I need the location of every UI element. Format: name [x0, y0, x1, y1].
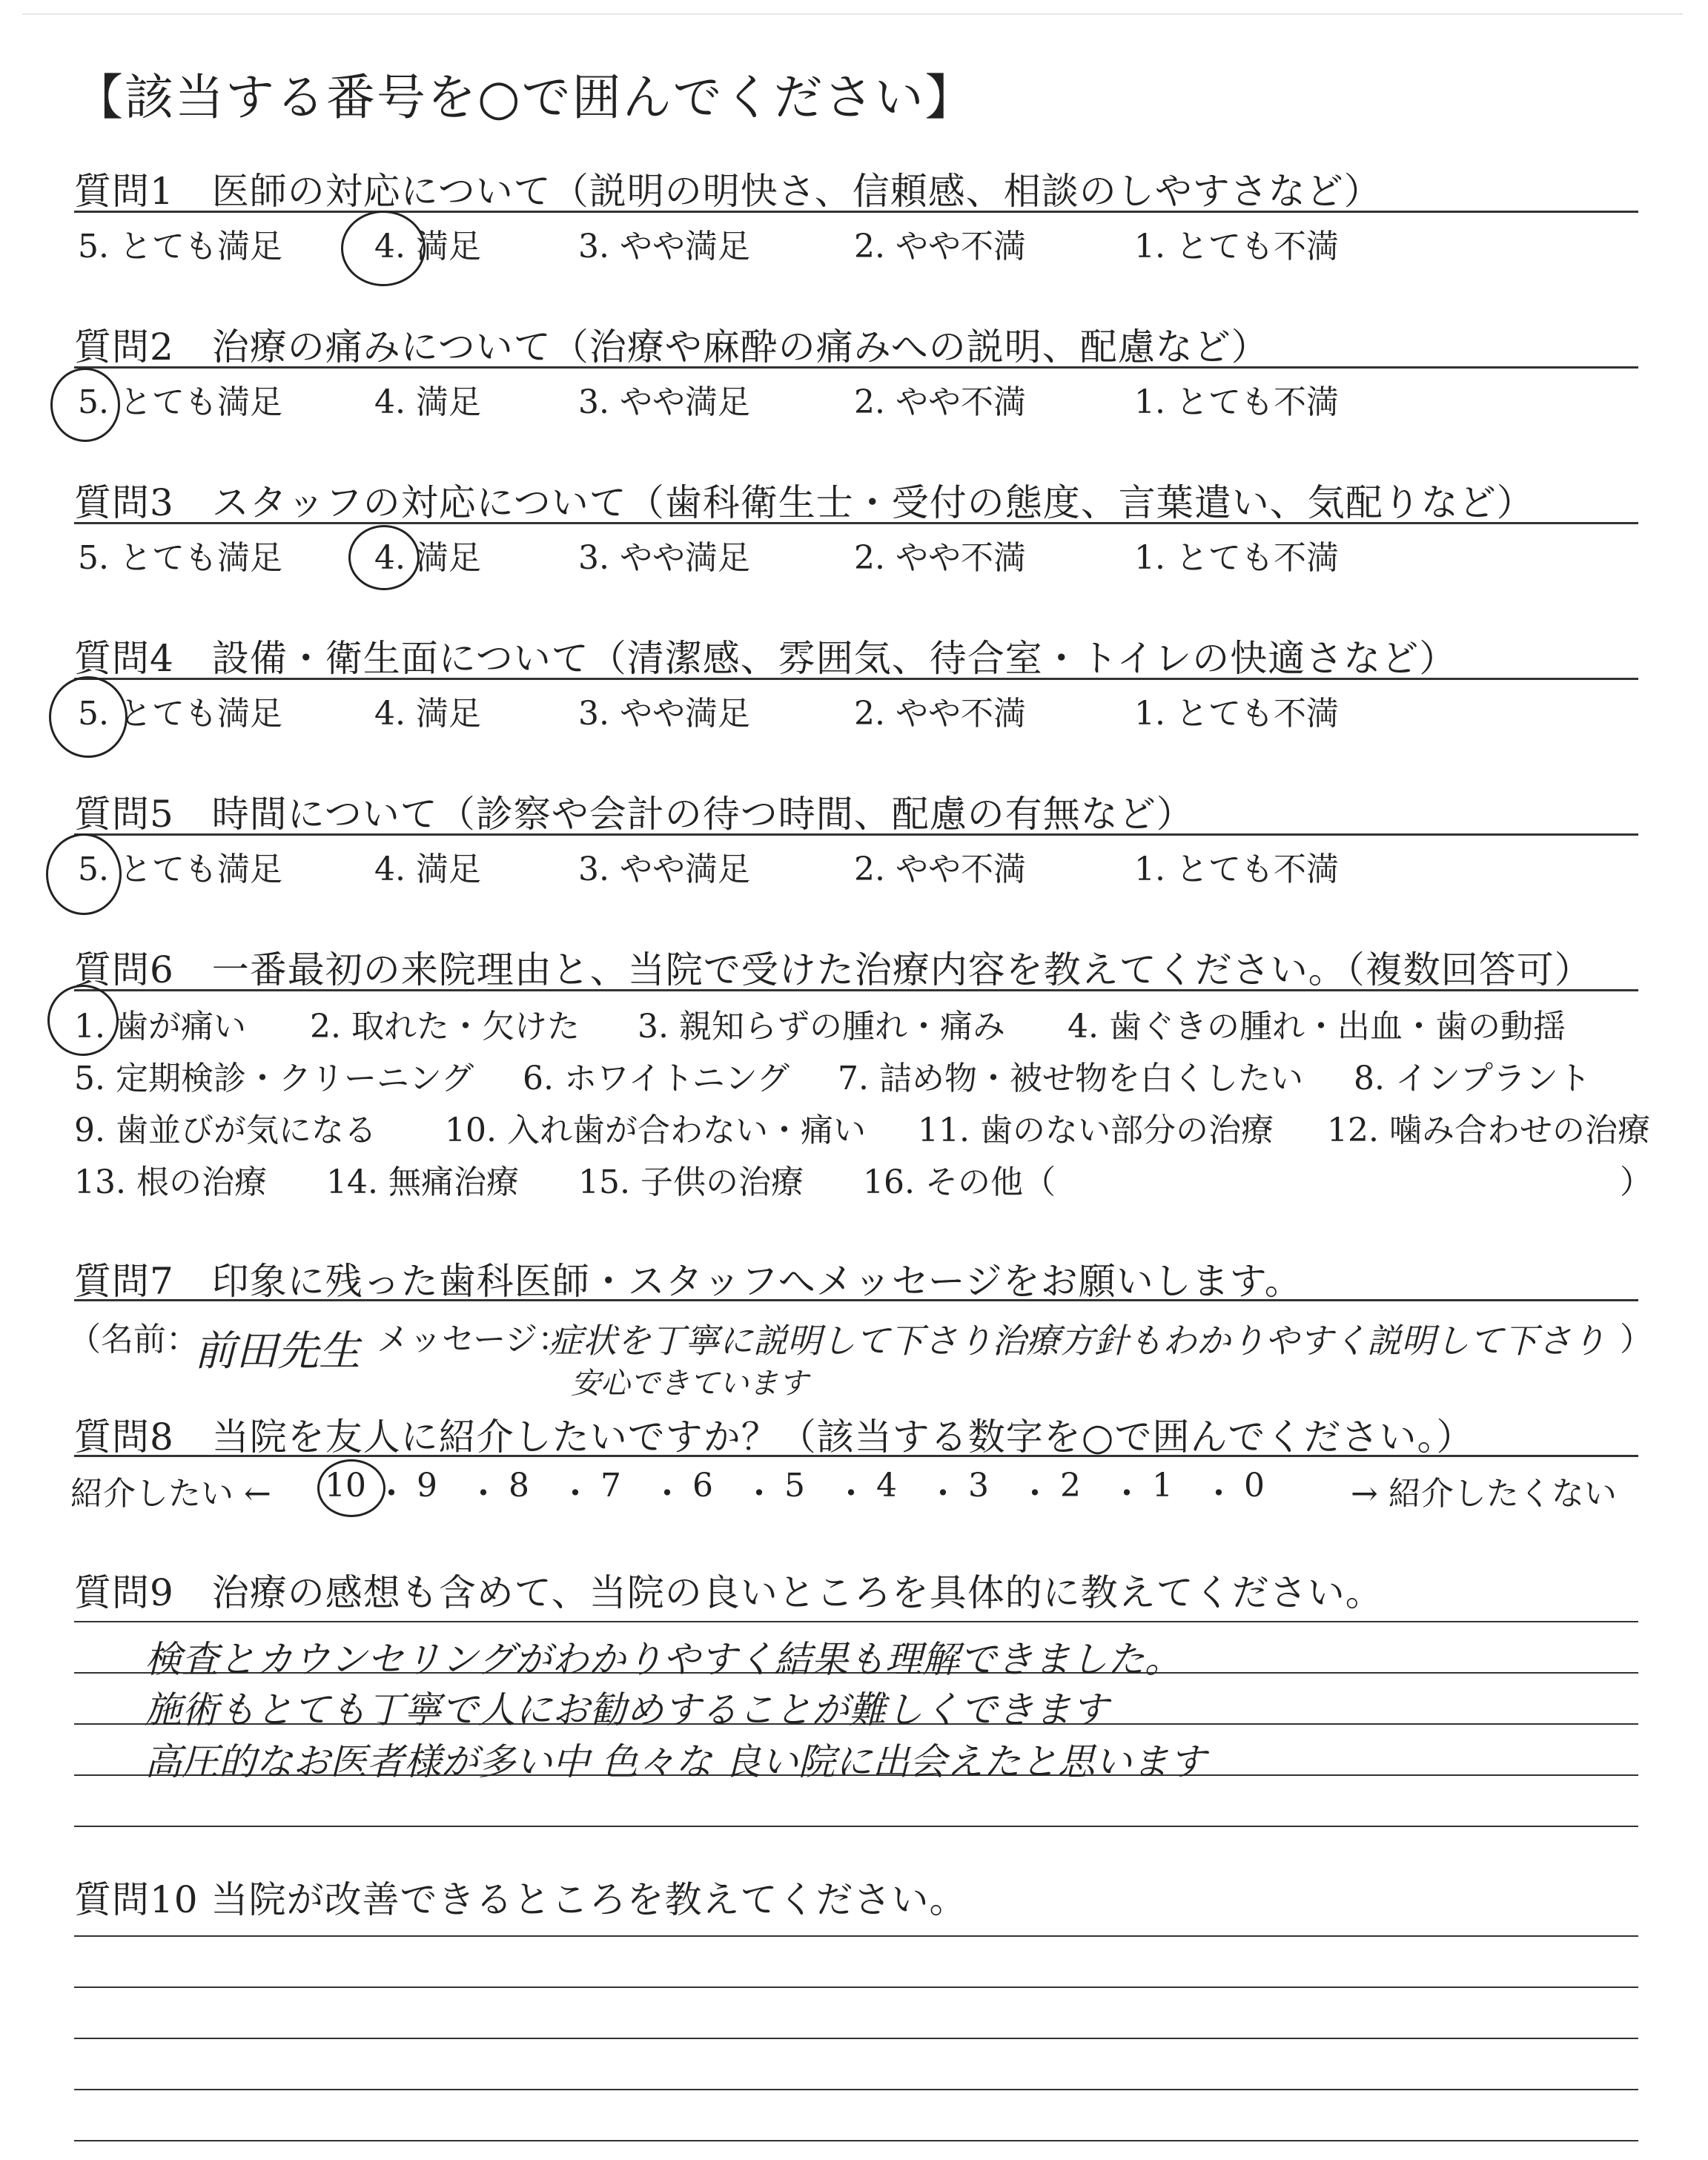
q7-message-handwritten-line-2[interactable]: 安心できています [571, 1367, 808, 1401]
q9-answer-handwritten-2[interactable]: 施術もとても丁寧で人にお勧めすることが難しくできます [145, 1688, 1108, 1731]
q8-scale-value-5[interactable]: 5 [784, 1467, 805, 1505]
q3-option-4[interactable]: 4. 満足 [374, 539, 481, 577]
q1-option-2[interactable]: 2. やや不満 [854, 228, 1026, 265]
q7-message-handwritten-line-1[interactable]: 症状を丁寧に説明して下さり治療方針もわかりやすく説明して下さり [549, 1321, 1606, 1361]
q2-option-2[interactable]: 2. やや不満 [854, 383, 1026, 421]
q8-scale-separator: ・ [375, 1475, 408, 1513]
q6-option-9[interactable]: 9. 歯並びが気になる [74, 1112, 377, 1149]
question-7-label: 質問7 印象に残った歯科医師・スタッフへメッセージをお願いします。 [74, 1260, 1302, 1303]
q6-option-11[interactable]: 11. 歯のない部分の治療 [918, 1112, 1274, 1149]
q6-option-3[interactable]: 3. 親知らずの腫れ・痛み [638, 1008, 1005, 1046]
q9-answer-line-5 [74, 1826, 1638, 1827]
q8-scale-value-10[interactable]: 10 [325, 1467, 366, 1505]
question-4-rule [74, 678, 1638, 680]
q8-scale-separator: ・ [835, 1475, 867, 1513]
q9-answer-handwritten-3[interactable]: 高圧的なお医者様が多い中 色々な 良い院に出会えたと思います [145, 1740, 1206, 1783]
question-3-label: 質問3 スタッフの対応について（歯科衛生士・受付の態度、言葉遣い、気配りなど） [74, 481, 1535, 524]
q8-scale-value-8[interactable]: 8 [509, 1467, 529, 1505]
q1-selection-circle [341, 211, 426, 286]
q6-option-1[interactable]: 1. 歯が痛い [74, 1008, 246, 1046]
q6-option-13[interactable]: 13. 根の治療 [74, 1163, 267, 1201]
q10-answer-line-5 [74, 2140, 1638, 2141]
q5-option-2[interactable]: 2. やや不満 [854, 851, 1026, 888]
question-8-label: 質問8 当院を友人に紹介したいですか？（該当する数字を○で囲んでください。） [74, 1416, 1474, 1459]
q6-option-6[interactable]: 6. ホワイトニング [523, 1060, 790, 1097]
form-title: 【該当する番号を○で囲んでください】 [74, 69, 976, 126]
question-9-label: 質問9 治療の感想も含めて、当院の良いところを具体的に教えてください。 [74, 1571, 1383, 1614]
q4-option-2[interactable]: 2. やや不満 [854, 695, 1026, 733]
q5-option-5[interactable]: 5. とても満足 [78, 851, 282, 888]
q6-option-14[interactable]: 14. 無痛治療 [326, 1163, 519, 1201]
q9-answer-line-1 [74, 1621, 1638, 1622]
question-8-rule [74, 1455, 1638, 1457]
q4-option-1[interactable]: 1. とても不満 [1134, 695, 1339, 733]
q8-scale-separator: ・ [1110, 1475, 1143, 1513]
q8-scale-value-4[interactable]: 4 [876, 1467, 897, 1505]
q8-scale-value-9[interactable]: 9 [417, 1467, 437, 1505]
q10-answer-line-3 [74, 2038, 1638, 2039]
q8-scale [325, 1467, 1325, 1511]
q10-answer-line-1 [74, 1935, 1638, 1937]
q7-name-label: （名前： [68, 1321, 199, 1358]
q5-option-3[interactable]: 3. やや満足 [578, 851, 750, 888]
q10-answer-line-4 [74, 2089, 1638, 2090]
q8-left-label: 紹介したい ← [70, 1475, 271, 1513]
q8-scale-separator: ・ [1202, 1475, 1235, 1513]
question-1-label: 質問1 医師の対応について（説明の明快さ、信頼感、相談のしやすさなど） [74, 170, 1382, 213]
q5-option-1[interactable]: 1. とても不満 [1134, 851, 1339, 888]
q8-scale-separator: ・ [467, 1475, 500, 1513]
q3-option-5[interactable]: 5. とても満足 [78, 539, 282, 577]
q8-scale-value-7[interactable]: 7 [600, 1467, 621, 1505]
q3-selection-circle [348, 525, 420, 590]
question-1-rule [74, 211, 1638, 213]
q8-scale-separator: ・ [651, 1475, 683, 1513]
q3-option-2[interactable]: 2. やや不満 [854, 539, 1026, 577]
q3-option-1[interactable]: 1. とても不満 [1134, 539, 1339, 577]
q1-option-1[interactable]: 1. とても不満 [1134, 228, 1339, 265]
q3-option-3[interactable]: 3. やや満足 [578, 539, 750, 577]
q6-option-10[interactable]: 10. 入れ歯が合わない・痛い [445, 1112, 866, 1149]
q10-answer-line-2 [74, 1986, 1638, 1988]
q6-option-2[interactable]: 2. 取れた・欠けた [310, 1008, 580, 1046]
q6-option-15[interactable]: 15. 子供の治療 [578, 1163, 804, 1201]
q1-option-4[interactable]: 4. 満足 [374, 228, 481, 265]
q2-selection-circle [50, 368, 120, 442]
question-2-label: 質問2 治療の痛みについて（治療や麻酔の痛みへの説明、配慮など） [74, 326, 1269, 369]
question-6-rule [74, 989, 1638, 991]
q1-option-5[interactable]: 5. とても満足 [78, 228, 282, 265]
question-4-label: 質問4 設備・衛生面について（清潔感、雰囲気、待合室・トイレの快適さなど） [74, 637, 1457, 680]
q7-message-label: メッセージ： [377, 1321, 571, 1358]
q6-option-4[interactable]: 4. 歯ぐきの腫れ・出血・歯の動揺 [1068, 1008, 1566, 1046]
q2-option-3[interactable]: 3. やや満足 [578, 383, 750, 421]
q8-scale-value-2[interactable]: 2 [1060, 1467, 1081, 1505]
question-6-label: 質問6 一番最初の来院理由と、当院で受けた治療内容を教えてください。（複数回答可） [74, 948, 1592, 991]
q6-option-16[interactable]: 16. その他（ [863, 1163, 1056, 1201]
question-5-label: 質問5 時間について（診察や会計の待つ時間、配慮の有無など） [74, 793, 1194, 836]
question-7-rule [74, 1299, 1638, 1301]
q8-scale-separator: ・ [743, 1475, 775, 1513]
q8-scale-value-0[interactable]: 0 [1244, 1467, 1265, 1505]
q7-name-handwritten[interactable]: 前田先生 [194, 1327, 360, 1375]
q6-selection-circle [47, 985, 119, 1056]
q4-option-5[interactable]: 5. とても満足 [78, 695, 282, 733]
question-2-rule [74, 366, 1638, 369]
q5-selection-circle [46, 833, 122, 915]
question-5-rule [74, 833, 1638, 836]
q1-option-3[interactable]: 3. やや満足 [578, 228, 750, 265]
q5-option-4[interactable]: 4. 満足 [374, 851, 481, 888]
q6-option-7[interactable]: 7. 詰め物・被せ物を白くしたい [838, 1060, 1303, 1097]
q6-option-8[interactable]: 8. インプラント [1354, 1060, 1591, 1097]
question-10-label: 質問10 当院が改善できるところを教えてください。 [74, 1878, 967, 1921]
q8-scale-separator: ・ [927, 1475, 959, 1513]
q8-right-label: → 紹介したくない [1351, 1475, 1617, 1513]
q8-scale-separator: ・ [559, 1475, 592, 1513]
q6-option-5[interactable]: 5. 定期検診・クリーニング [74, 1060, 474, 1097]
q2-option-1[interactable]: 1. とても不満 [1134, 383, 1339, 421]
q2-option-4[interactable]: 4. 満足 [374, 383, 481, 421]
q8-scale-separator: ・ [1019, 1475, 1051, 1513]
q4-option-4[interactable]: 4. 満足 [374, 695, 481, 733]
q2-option-5[interactable]: 5. とても満足 [78, 383, 282, 421]
q9-answer-handwritten-1[interactable]: 検査とカウンセリングがわかりやすく結果も理解できました。 [145, 1638, 1182, 1681]
q8-selection-circle [317, 1459, 385, 1517]
q6-other-close-paren: ） [1620, 1163, 1652, 1201]
q4-option-3[interactable]: 3. やや満足 [578, 695, 750, 733]
question-3-rule [74, 522, 1638, 524]
q6-option-12[interactable]: 12. 噛み合わせの治療 [1327, 1112, 1650, 1149]
q8-scale-value-6[interactable]: 6 [692, 1467, 713, 1505]
q7-close-paren: ） [1620, 1321, 1652, 1358]
q4-selection-circle [49, 676, 128, 758]
q8-scale-value-3[interactable]: 3 [968, 1467, 989, 1505]
q8-scale-value-1[interactable]: 1 [1152, 1467, 1173, 1505]
